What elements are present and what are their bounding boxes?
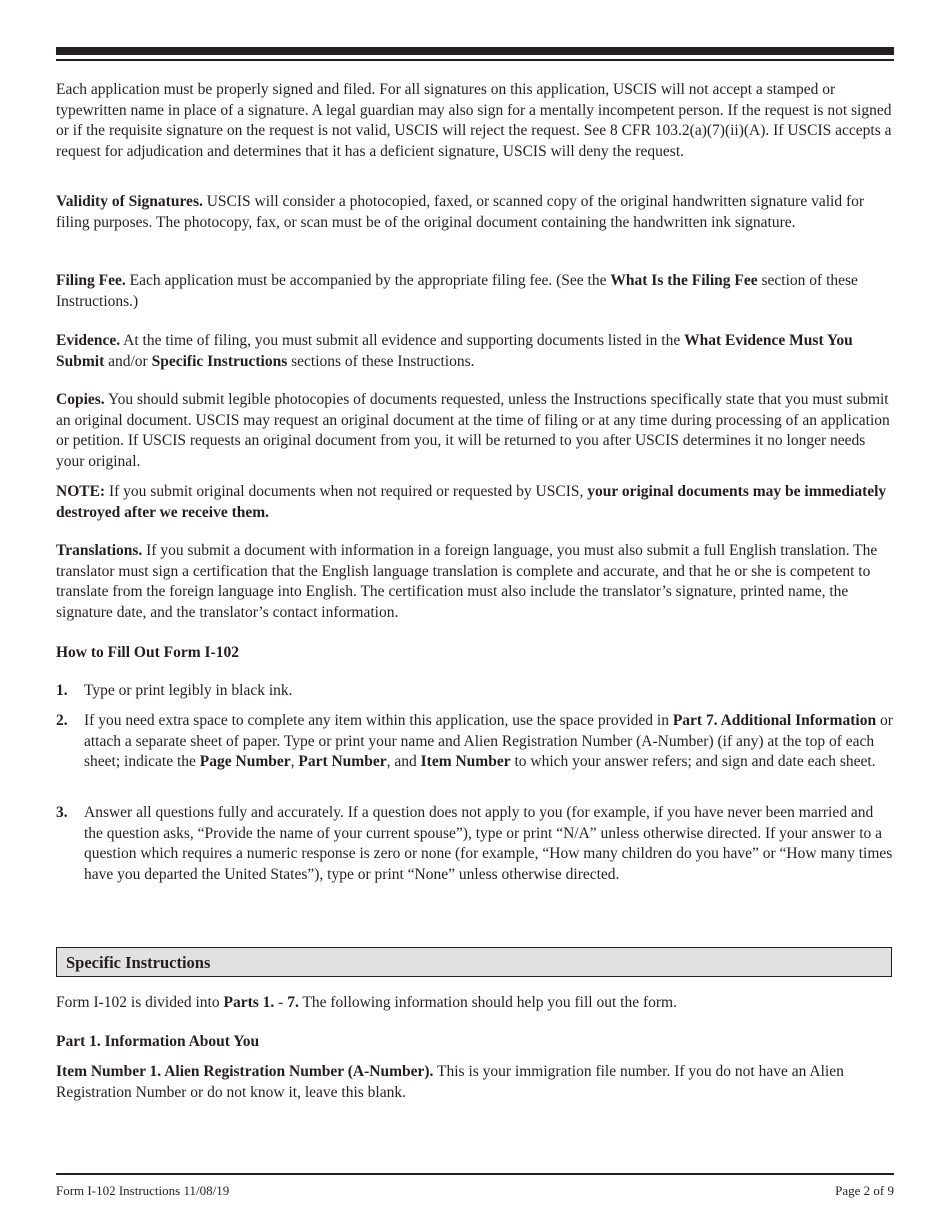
validity-heading: Validity of Signatures.	[56, 193, 203, 210]
item-number: 1.	[56, 682, 68, 699]
specific-instructions-banner: Specific Instructions	[56, 947, 892, 977]
page-number: Page 2 of 9	[835, 1183, 894, 1198]
note-heading: NOTE:	[56, 483, 106, 500]
item-number: 2.	[56, 712, 68, 729]
evidence-paragraph: Evidence. At the time of filing, you must submit all evidence and supporting documents listed in the What Evidence Must You Submit and/or Specific Instructions sections of these Instructions.	[56, 332, 853, 370]
header-rule-thin	[56, 59, 894, 61]
validity-paragraph	[56, 192, 894, 233]
item-number: 3.	[56, 804, 68, 821]
translations-paragraph: Translations. If you submit a document with information in a foreign language, you must also submit a full English translation. The translator must sign a certification that the English language translation is complete and accurate, and that he or she is competent to translate from the foreign language into English. The certification must also include the translator’s signature, printed name, the signature date, and the translator’s contact information.	[56, 542, 878, 621]
header-rule-thick	[56, 47, 894, 55]
copies-paragraph: Copies. You should submit legible photocopies of documents requested, unless the Instructions specifically state that you must submit an original document. USCIS may request an original document at the time of filing or at any time during processing of an application or petition. If USCIS requests an original document from you, it will be returned to you after USCIS determines it no longer needs your original.	[56, 391, 890, 470]
filing-fee-ref: What Is the Filing Fee	[610, 272, 758, 289]
item-text: Answer all questions fully and accurately. If a question does not apply to you (for example, if you have never been married and the question asks, “Provide the name of your current spouse”), type or print “N/A” unless otherwise directed. If your answer to a question which requires a numeric response is zero or none (for example, “How many children do you have” or “How many times have you departed the United States”), type or print “None” unless otherwise directed.	[84, 804, 893, 883]
filing-fee-heading: Filing Fee.	[56, 272, 126, 289]
specific-intro: Form I-102 is divided into Parts 1. - 7. The following information should help you fill out the form.	[56, 994, 677, 1011]
translations-heading: Translations.	[56, 542, 143, 559]
filing-fee-paragraph: Filing Fee. Each application must be accompanied by the appropriate filing fee. (See the What Is the Filing Fee section of these Instructions.)	[56, 272, 858, 310]
evidence-heading: Evidence.	[56, 332, 121, 349]
how-to-heading: How to Fill Out Form I-102	[56, 644, 239, 661]
part1-heading: Part 1. Information About You	[56, 1033, 260, 1050]
signature-paragraph: Each application must be properly signed and filed. For all signatures on this application, USCIS will not accept a stamped or typewritten name in place of a signature. A legal guardian may also sign for a mentally incompetent person. If the request is not signed or if the requisite signature on the request is not valid, USCIS will reject the request. See 8 CFR 103.2(a)(7)(ii)(A). If USCIS accepts a request for adjudication and determines that it has a deficient signature, USCIS will deny the request.	[56, 81, 892, 160]
item1-paragraph: Item Number 1. Alien Registration Number (A-Number). This is your immigration file number. If you do not have an Alien Registration Number or do not know it, leave this blank.	[56, 1063, 844, 1101]
validity-text: USCIS will consider a photocopied, faxed, or scanned copy of the original handwritten signature valid for filing purposes. The photocopy, fax, or scan must be of the original document containing the handwritten ink signature.	[56, 193, 865, 231]
item1-heading: Item Number 1. Alien Registration Number (A-Number).	[56, 1063, 434, 1080]
list-item	[56, 711, 894, 773]
item-text: If you need extra space to complete any item within this application, use the space provided in Part 7. Additional Information or attach a separate sheet of paper. Type or print your name and Alien Registration Number (A-Number) (if any) at the top of each sheet; indicate the Page Number, Part Number, and Item Number to which your answer refers; and sign and date each sheet.	[84, 712, 893, 771]
copies-heading: Copies.	[56, 391, 105, 408]
note-paragraph: NOTE: If you submit original documents when not required or requested by USCIS, your original documents may be immediately destroyed after we receive them.	[56, 483, 887, 521]
item-text: Type or print legibly in black ink.	[84, 682, 293, 699]
list-item	[56, 803, 894, 885]
list-item	[56, 681, 894, 702]
footer-rule	[56, 1173, 894, 1175]
footer-form-id: Form I-102 Instructions 11/08/19	[56, 1183, 230, 1198]
